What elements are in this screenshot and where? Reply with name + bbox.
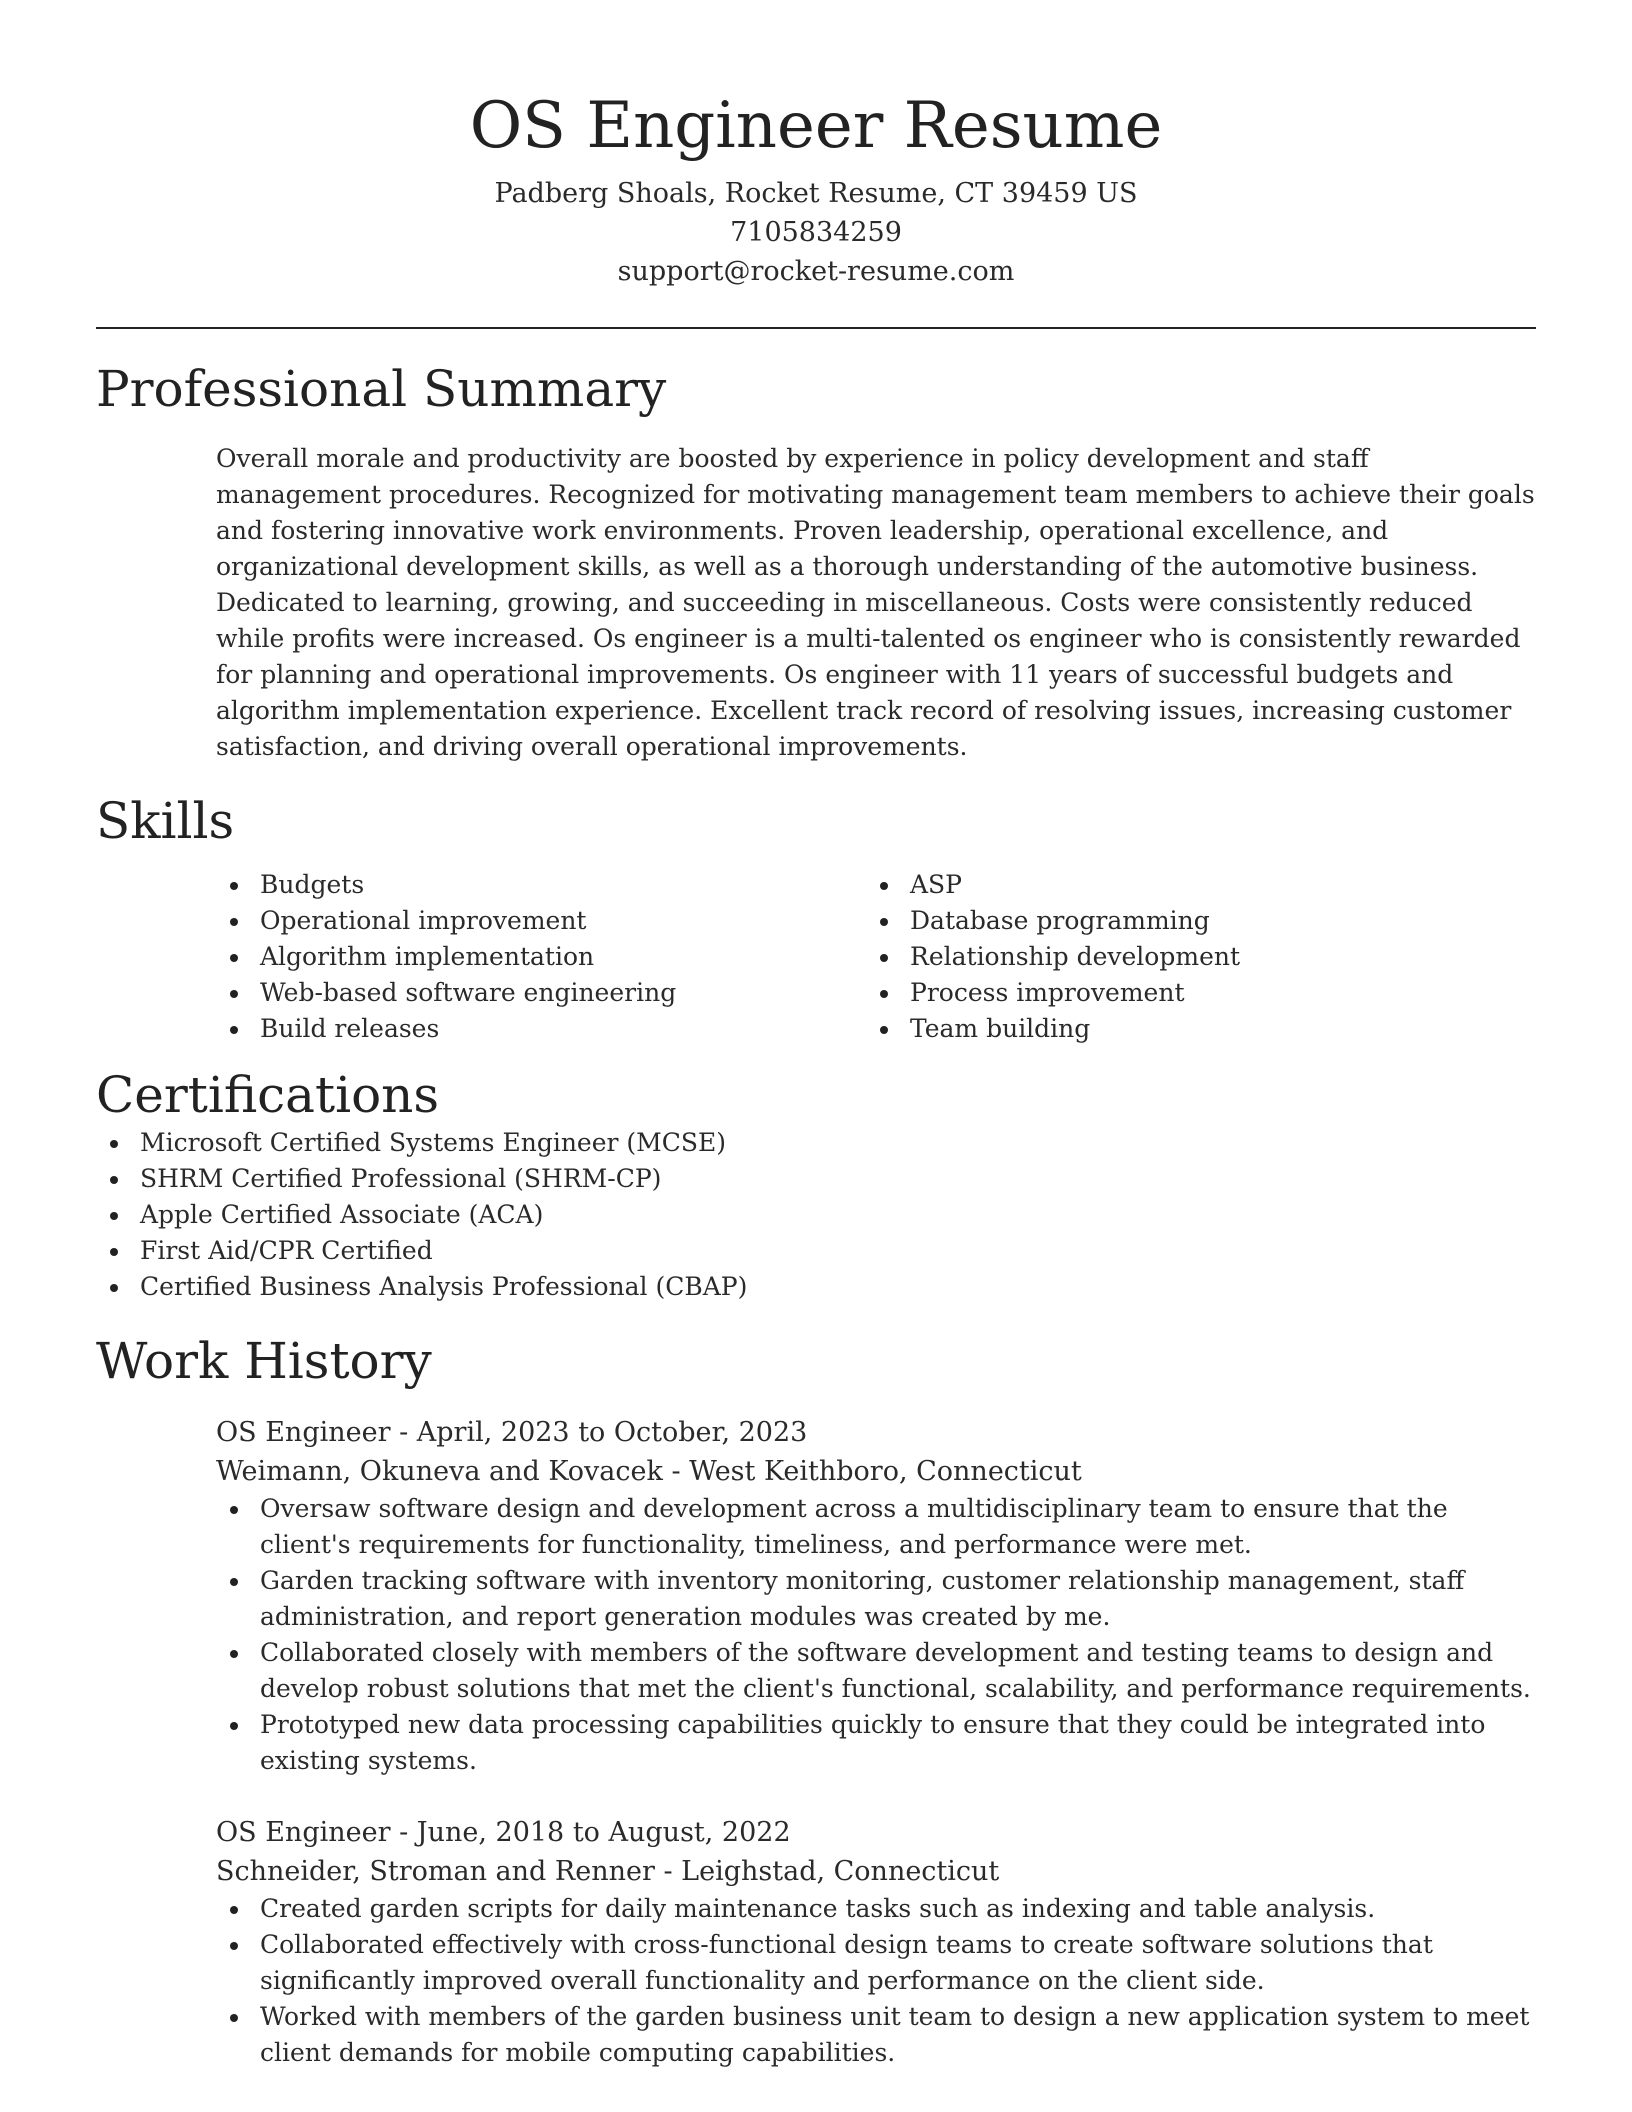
address: Padberg Shoals, Rocket Resume, CT 39459 US	[494, 178, 1138, 209]
header-divider	[96, 327, 1536, 329]
skill-item: Process improvement	[866, 975, 1516, 1011]
skills-column-left	[216, 867, 866, 1047]
skills-grid	[216, 867, 1536, 1047]
skill-item: Relationship development	[866, 939, 1516, 975]
job-duty-item: Collaborated closely with members of the software development and testing teams to design and develop robust solutions that met the client's functional, scalability, and performance requirements.	[216, 1635, 1536, 1707]
job-title-dates: OS Engineer - April, 2023 to October, 2023	[216, 1417, 808, 1448]
job-company-location: Schneider, Stroman and Renner - Leighstad, Connecticut	[216, 1856, 1000, 1887]
summary-text: Overall morale and productivity are boosted by experience in policy development and staff management procedures. Recognized for motivating management team members to achieve their goals and fostering innovative work environments. Proven leadership, operational excellence, and organizational development skills, as well as a thorough understanding of the automotive business. Dedicated to learning, growing, and succeeding in miscellaneous. Costs were consistently reduced while profits were increased. Os engineer is a multi-talented os engineer who is consistently rewarded for planning and operational improvements. Os engineer with 11 years of successful budgets and algorithm implementation experience. Excellent track record of resolving issues, increasing customer satisfaction, and driving overall operational improvements.	[216, 444, 1535, 761]
skills-heading: Skills	[96, 792, 235, 850]
skill-item: Web-based software engineering	[216, 975, 866, 1011]
job-duty-item: Garden tracking software with inventory monitoring, customer relationship management, staff administration, and report generation modules was created by me.	[216, 1563, 1536, 1635]
skills-column-right	[866, 867, 1516, 1047]
job-entry	[216, 1813, 1536, 2071]
job-duty-item: Created garden scripts for daily maintenance tasks such as indexing and table analysis.	[216, 1891, 1536, 1927]
skill-item: Database programming	[866, 903, 1516, 939]
certification-item: Apple Certified Associate (ACA)	[96, 1197, 1536, 1233]
job-duty-item: Collaborated effectively with cross-functional design teams to create software solutions that significantly improved overall functionality and performance on the client side.	[216, 1927, 1536, 1999]
certifications-heading: Certifications	[96, 1066, 440, 1124]
certification-item: First Aid/CPR Certified	[96, 1233, 1536, 1269]
summary-heading: Professional Summary	[96, 360, 667, 418]
job-duty-item: Worked with members of the garden business unit team to design a new application system to meet client demands for mobile computing capabilities.	[216, 1999, 1536, 2071]
phone-number: 7105834259	[730, 217, 902, 248]
skill-item: Build releases	[216, 1011, 866, 1047]
job-duties-list	[216, 1891, 1536, 2071]
job-title-dates: OS Engineer - June, 2018 to August, 2022	[216, 1817, 791, 1848]
skill-item: Team building	[866, 1011, 1516, 1047]
certifications-list	[96, 1125, 1536, 1305]
certification-item: SHRM Certified Professional (SHRM-CP)	[96, 1161, 1536, 1197]
resume-header	[96, 0, 1536, 291]
skill-item: ASP	[866, 867, 1516, 903]
certification-item: Microsoft Certified Systems Engineer (MCSE)	[96, 1125, 1536, 1161]
job-company-location: Weimann, Okuneva and Kovacek - West Keithboro, Connecticut	[216, 1456, 1082, 1487]
job-duty-item: Oversaw software design and development across a multidisciplinary team to ensure that the client's requirements for functionality, timeliness, and performance were met.	[216, 1491, 1536, 1563]
job-duty-item: Prototyped new data processing capabilities quickly to ensure that they could be integrated into existing systems.	[216, 1707, 1536, 1779]
job-entry	[216, 1413, 1536, 1779]
skills-list-left	[216, 867, 866, 1047]
skills-list-right	[866, 867, 1516, 1047]
email-address: support@rocket-resume.com	[617, 256, 1015, 287]
resume-page	[96, 0, 1536, 2071]
job-duties-list	[216, 1491, 1536, 1779]
skill-item: Operational improvement	[216, 903, 866, 939]
skill-item: Budgets	[216, 867, 866, 903]
page-title: OS Engineer Resume	[469, 89, 1163, 163]
skill-item: Algorithm implementation	[216, 939, 866, 975]
work-history-heading: Work History	[96, 1332, 432, 1390]
certification-item: Certified Business Analysis Professional (CBAP)	[96, 1269, 1536, 1305]
